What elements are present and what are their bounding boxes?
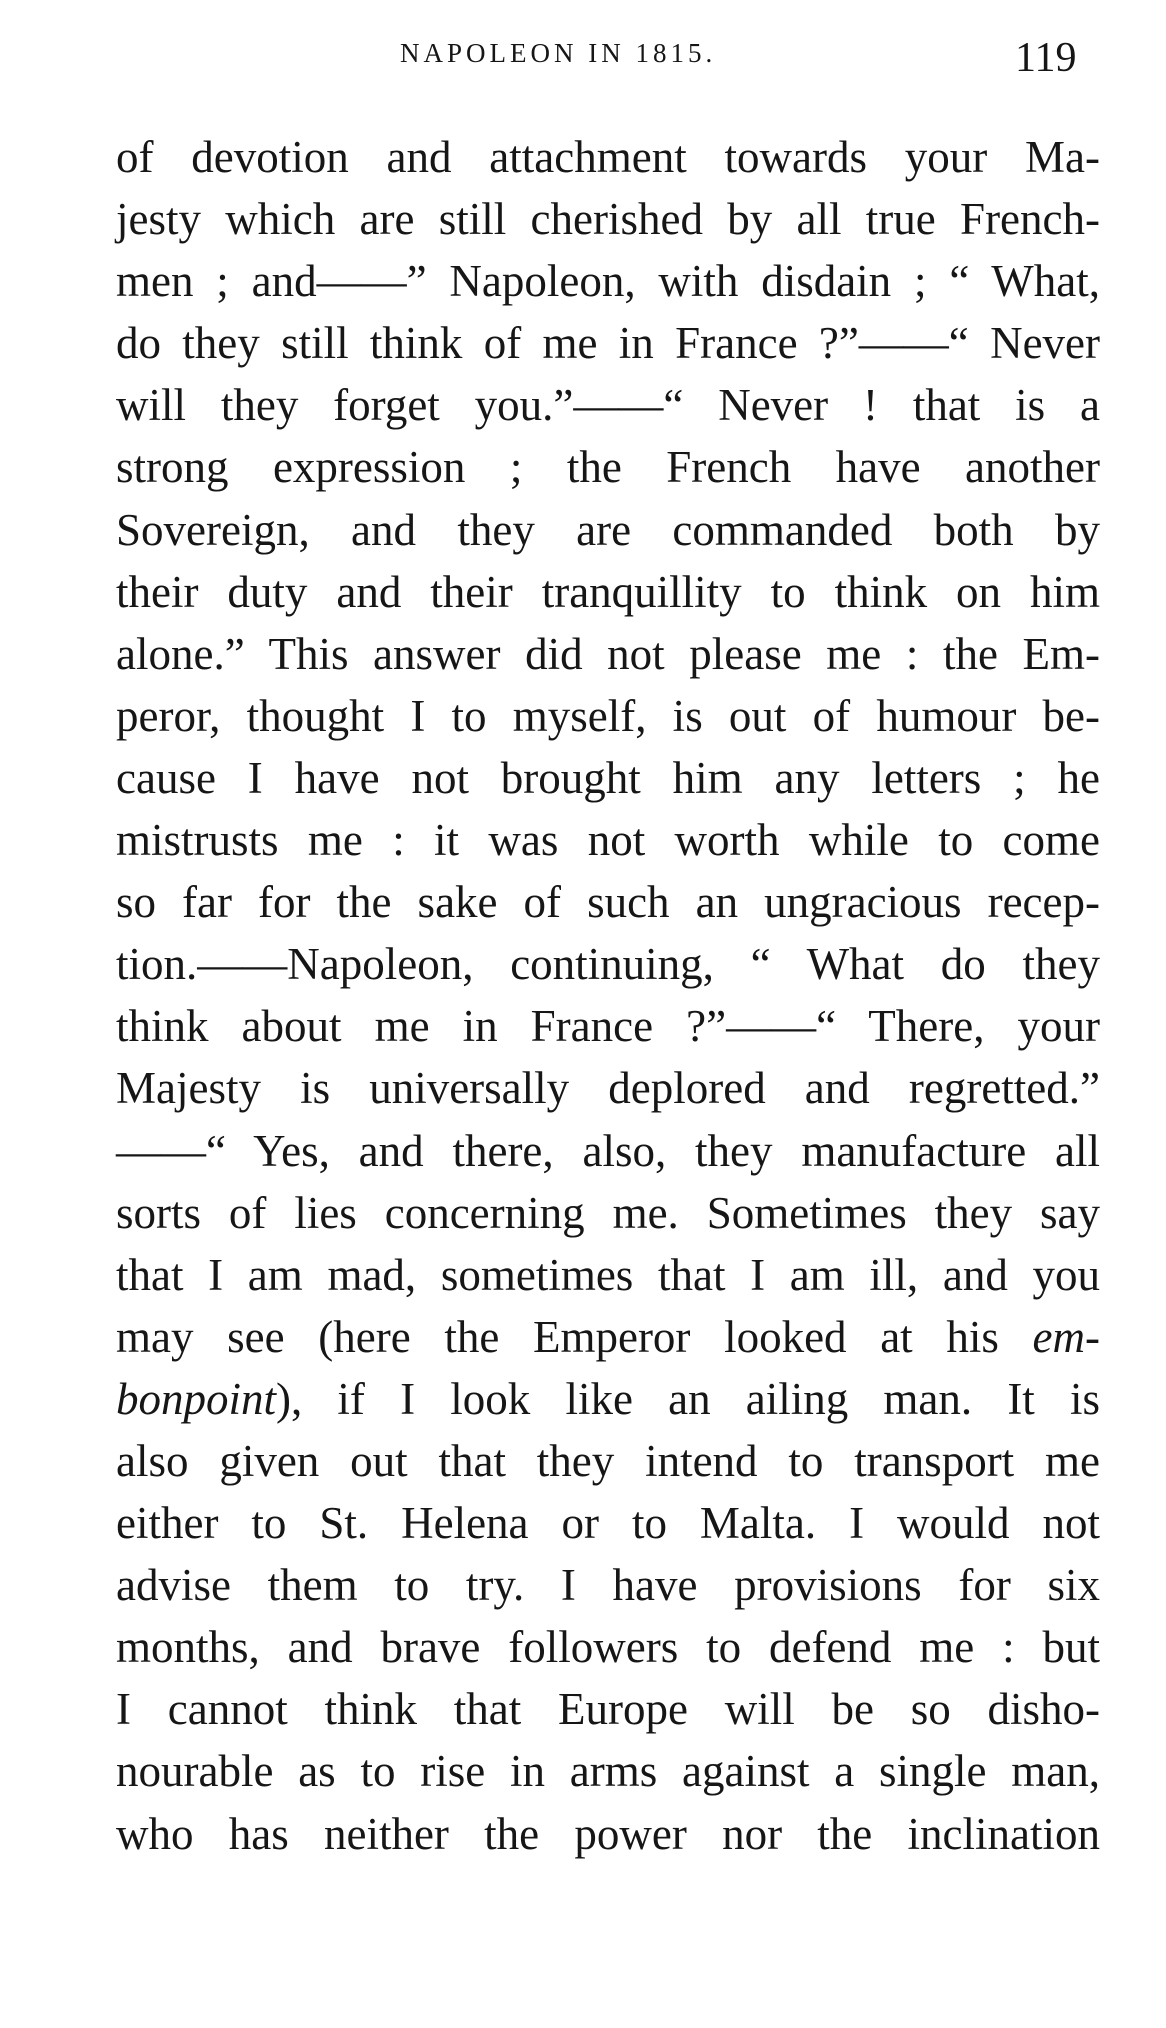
page-number: 119 — [1015, 35, 1077, 81]
text-line: peror, thought I to myself, is out of humour be- — [116, 690, 1100, 741]
text-line: jesty which are still cherished by all true French- — [116, 194, 1100, 245]
text-line: men ; and——” Napoleon, with disdain ; “ What, — [116, 256, 1100, 307]
text-line: will they forget you.”——“ Never ! that is a — [116, 380, 1100, 431]
text-line: mistrusts me : it was not worth while to come — [116, 815, 1100, 866]
text-line: sorts of lies concerning me. Sometimes they say — [116, 1187, 1100, 1238]
body-text — [116, 126, 1100, 1865]
text-line: who has neither the power nor the inclination — [116, 1808, 1100, 1859]
text-line: either to St. Helena or to Malta. I would not — [116, 1498, 1100, 1549]
text-line: months, and brave followers to defend me : but — [116, 1622, 1100, 1673]
text-line: do they still think of me in France ?”——“ Never — [116, 318, 1100, 369]
text-line: tion.——Napoleon, continuing, “ What do they — [116, 939, 1100, 990]
text-line: may see (here the Emperor looked at his em- — [116, 1311, 1100, 1362]
text-line: ——“ Yes, and there, also, they manufacture all — [116, 1125, 1100, 1176]
text-line: of devotion and attachment towards your Ma- — [116, 132, 1100, 182]
text-line: I cannot think that Europe will be so disho- — [116, 1684, 1100, 1735]
italic-word: em- — [1032, 1311, 1100, 1362]
text-line: advise them to try. I have provisions for six — [116, 1560, 1100, 1611]
text-line: think about me in France ?”——“ There, your — [116, 1001, 1100, 1052]
running-head: NAPOLEON IN 1815. — [400, 38, 717, 68]
text-line: bonpoint), if I look like an ailing man. It is — [116, 1373, 1100, 1424]
text-line: cause I have not brought him any letters ; he — [116, 752, 1100, 803]
text-line: strong expression ; the French have another — [116, 442, 1100, 493]
text-line: their duty and their tranquillity to think on him — [116, 566, 1100, 617]
italic-word: bonpoint — [116, 1373, 277, 1424]
text-line: nourable as to rise in arms against a single man, — [116, 1746, 1100, 1797]
text-line: also given out that they intend to transport me — [116, 1435, 1100, 1486]
text-line: alone.” This answer did not please me : the Em- — [116, 628, 1100, 679]
text-line: so far for the sake of such an ungracious recep- — [116, 877, 1100, 928]
text-line: that I am mad, sometimes that I am ill, and you — [116, 1249, 1100, 1300]
text-line: Majesty is universally deplored and regretted.” — [116, 1063, 1100, 1114]
text-line: Sovereign, and they are commanded both by — [116, 504, 1100, 555]
